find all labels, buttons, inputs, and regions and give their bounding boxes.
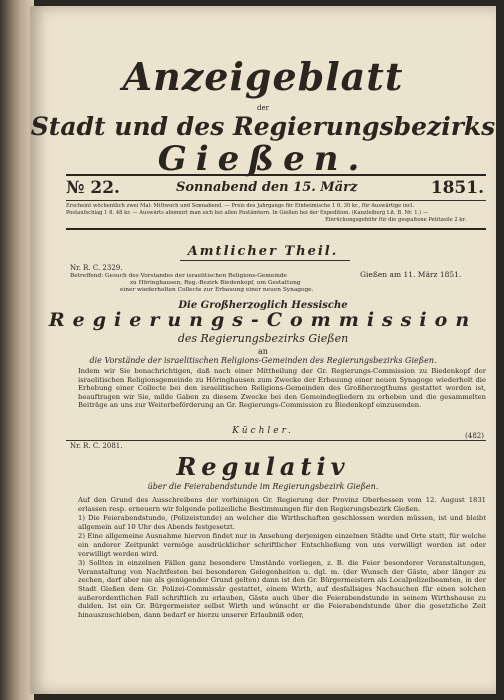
subject-block: [70, 273, 313, 294]
notice-body: Indem wir Sie benachrichtigen, daß nach einer Mittheilung der Gr. Regierungs-Commission zu Biedenkopf der israelitischen Religionsgemeinde zu Höringhausen zum Zwecke der Erbauung einer neuen Synagoge wiederholt die Erhebung einer Collecte bei den israelitischen Religions-Gemeinden des Großherzogthums gestattet worden ist, beauftragen wir Sie, milde Gaben zu diesem Zwecke bei den Gemeindegliedern zu erheben und die gesammelten Beiträge an uns zur Weiterbeförderung an Gr. Regierungs-Commission zu Biedenkopf einzusenden.: [78, 367, 486, 409]
masthead-der: der: [257, 104, 269, 112]
subject-line: zu Höringhausen, Reg.-Bezirk Biedenkopf, um Gestattung: [130, 280, 301, 286]
signer: Küchler.: [232, 426, 294, 436]
regulativ-subtitle: über die Feierabendstunde im Regierungsbezirk Gießen.: [147, 482, 379, 491]
regulativ-paragraph: 1) Die Feierabendstunde, (Polizeistunde) an welcher die Wirthschaften geschlossen werden müssen, ist und bleibt allgemein auf 10 Uhr des Abends festgesetzt.: [78, 514, 486, 531]
subject-line: Betreffend: Gesuch des Vorstandes der israelitischen Religions-Gemeinde: [70, 273, 287, 279]
regulativ-paragraph: 3) Sollten in einzelnen Fällen ganz besondere Umstände vorliegen, z. B. die Feier besonderer Veranstaltungen, Veranstaltung von Nachtfesten bei besonderen Gelegenheiten u. dgl. m. (der Wunsch der Gäste, aber länger zu zechen, darf aber nie als genügender Grund gelten) dann ist den Gr. Bürgermeistern als Localpolizeibeamten, in der Stadt Gießen dem Gr. Polizei-Commissär gestattet, einem Wirth, auf desfallsiges Nachsuchen für einen solchen außerordentlichen Fall schriftlich zu erlauben, Gäste auch über die Feierabendstunde in seinem Wirthshause zu dulden. Ist ein Gr. Bürgermeister selbst Wirth und wünscht er die Feierabendstunde über die gesetzliche Zeit hinauszuschieben, dann bedarf er hierzu unserer Erlaubniß oder,: [78, 559, 486, 619]
addressee: die Vorstände der israelitischen Religions-Gemeinden des Regierungsbezirks Gießen.: [89, 356, 437, 365]
section-underline: [180, 260, 350, 261]
issue-number: № 22.: [66, 178, 120, 198]
newspaper-page: [30, 6, 496, 694]
reference-number: Nr. R. C. 2081.: [70, 442, 123, 450]
regulativ-body: [78, 496, 486, 620]
section-rule: [66, 228, 486, 230]
masthead-title: Anzeigeblatt: [122, 54, 404, 99]
reference-number: Nr. R. C. 2329.: [70, 264, 123, 272]
authority-title: Regierungs-Commission: [48, 309, 478, 331]
regulativ-title: Regulativ: [176, 452, 350, 481]
issue-line: [66, 178, 486, 200]
notice-number: (482): [465, 432, 484, 440]
place-date: Gießen am 11. März 1851.: [360, 270, 462, 279]
notice-line: Postaufschlag 1 fl. 48 kr. — Auswärts abonnirt man sich bei allen Postämtern. In Gießen bei der Expedition. (Kanzleiberg Lit. B. Nr. 1.) —: [66, 210, 429, 216]
issue-rule: [66, 200, 486, 201]
section-heading: Amtlicher Theil.: [187, 244, 339, 259]
notice-rule: [66, 440, 486, 441]
notice-line: Erscheint wöchentlich zwei Mal: Mittwoch und Sonnabend. — Preis des Jahrgangs für Einheimische 1 fl. 30 kr., für Auswärtige incl.: [66, 203, 415, 209]
masthead-subtitle: Stadt und des Regierungsbezirks: [30, 112, 496, 141]
addressee-an: an: [258, 347, 268, 356]
regulativ-paragraph: 2) Eine allgemeine Ausnahme hiervon findet nur in Ansehung derjenigen einzelnen Städte und Orte statt, für welche ein anderer Zeitpunkt vermöge ausdrücklicher schriftlicher Entschließung von uns verwilligt worden ist oder verwilligt werden wird.: [78, 532, 486, 558]
subject-line: einer wiederholten Collecte zur Erbauung einer neuen Synagoge.: [120, 287, 314, 293]
notice-line: Einrückungsgebühr für die gespaltene Petitzeile 2 kr.: [325, 217, 466, 223]
authority-line: Die Großherzoglich Hessische: [178, 300, 348, 311]
issue-date: Sonnabend den 15. März: [176, 180, 358, 195]
masthead-city: Gießen.: [157, 139, 369, 179]
issue-year: 1851.: [430, 178, 484, 198]
book-binding: [0, 0, 34, 700]
masthead-rule: [66, 174, 486, 176]
regulativ-intro: Auf den Grund des Ausschreibens der vorhinigen Gr. Regierung der Provinz Oberhessen vom 12. August 1831 erlassen resp. erneuern wir folgende polizeiliche Bestimmungen für den Regierungsbezirk Gießen.: [78, 496, 486, 513]
authority-line: des Regierungsbezirks Gießen: [177, 332, 349, 345]
